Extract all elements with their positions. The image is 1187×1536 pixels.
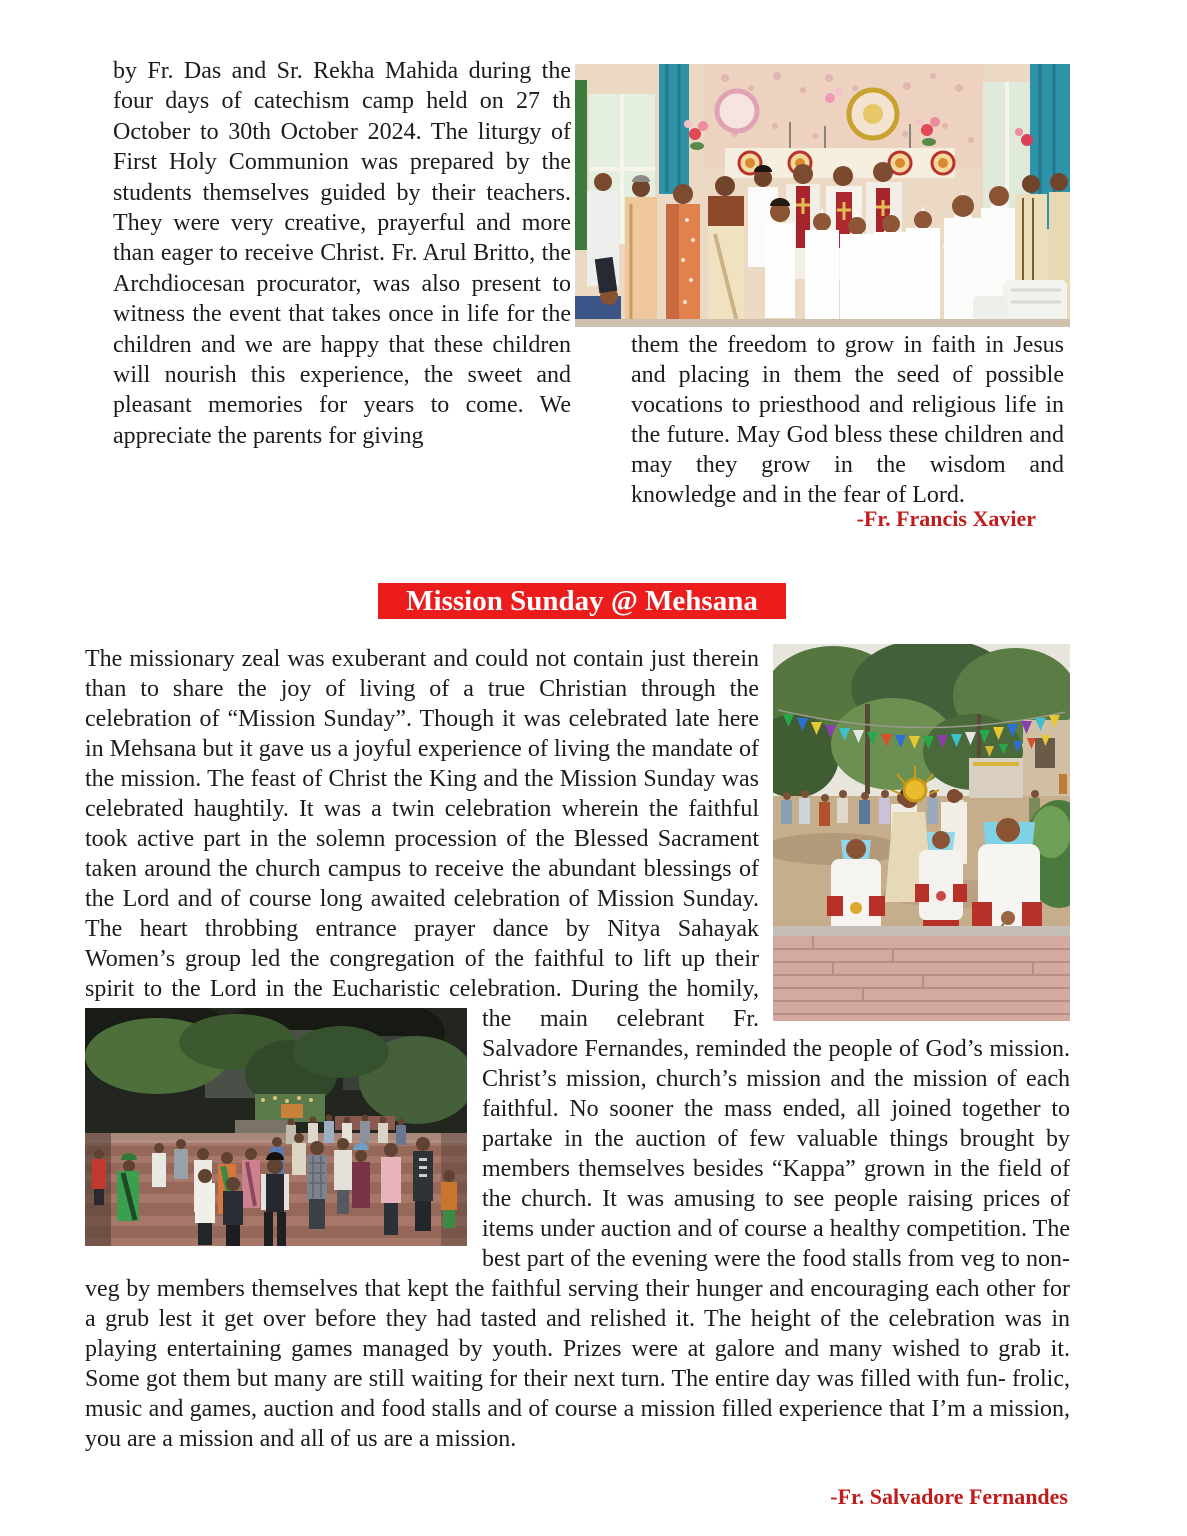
mission-sunday-title-label: Mission Sunday @ Mehsana — [406, 585, 758, 617]
communion-group-photo-illustration — [575, 64, 1070, 327]
mission-sunday-title — [378, 583, 786, 619]
procession-photo-illustration — [773, 644, 1070, 1021]
communion-article-signature: -Fr. Francis Xavier — [856, 506, 1036, 531]
mission-sunday-article — [85, 644, 1070, 1512]
communion-article-left-column: by Fr. Das and Sr. Rekha Mahida during the four days of catechism camp held on 27 th October to 30th October 2024. The liturgy of First Holy Communion was prepared by the students themselves guided by their teachers. They were very creative, prayerful and more than eager to receive Christ. Fr. Arul Britto, the Archdiocesan procurator, was also present to witness the event that takes once in life for the children and we are happy that these children will nourish this experience, the sweet and pleasant memories for years to come. We appreciate the parents for giving — [113, 58, 571, 449]
evening-celebration-photo — [85, 1008, 467, 1246]
mission-article-text-part2: celebrant Fr. Salvadore Fernandes, reminded the people of God’s mission. Christ’s mission, church’s mission and the mission of each faithful. No sooner the mass ended, all joined together to partake in the auction of few valuable things brought by members themselves besides “Kappa” grown in the field of the church. It was amusing to see people raising prices of items under auction and of course a healthy competition. The best part of the evening were the food stalls from veg to non- veg by members themselves that kept the faithful serving their hunger and encouraging each other for a grub lest it get over before they had tasted and relished it. The height of the celebration was in playing entertaining games managed by youth. Prizes were at galore and many wished to grab it. Some got them but many are still waiting for their next turn. The entire day was filled with fun- frolic, music and games, auction and food stalls and of course a mission filled experience that I’m a mission, you are a mission and all of us are a mission. — [85, 1006, 1070, 1452]
communion-article-right-column: them the freedom to grow in faith in Jesus and placing in them the seed of possible vocations to priesthood and religious life in the future. May God bless these children and may they grow in the wisdom and knowledge and in the fear of Lord. — [631, 332, 1064, 508]
procession-photo — [773, 644, 1070, 1021]
mission-article-signature: -Fr. Salvadore Fernandes — [830, 1484, 1068, 1509]
communion-group-photo — [575, 64, 1070, 327]
mission-article-text-part1: The missionary zeal was exuberant and could not contain just therein than to share the joy of living of a true Christian through the celebration of “Mission Sunday”. Though it was celebrated late here in Mehsana but it gave us a joyful experience of living the mandate of the mission. The feast of Christ the King and the Mission Sunday was celebrated haughtily. It was a twin celebration wherein the faithful took active part in the solemn procession of the Blessed Sacrament taken around the church campus to receive the abundant blessings of the Lord and of course long awaited celebration of Mission Sunday. The heart throbbing entrance prayer dance by Nitya Sahayak Women’s group led the congregation of the faithful to lift up their spirit to the Lord in the Eucharistic celebration. During the homily, the main — [85, 646, 759, 1032]
evening-celebration-photo-illustration — [85, 1008, 467, 1246]
